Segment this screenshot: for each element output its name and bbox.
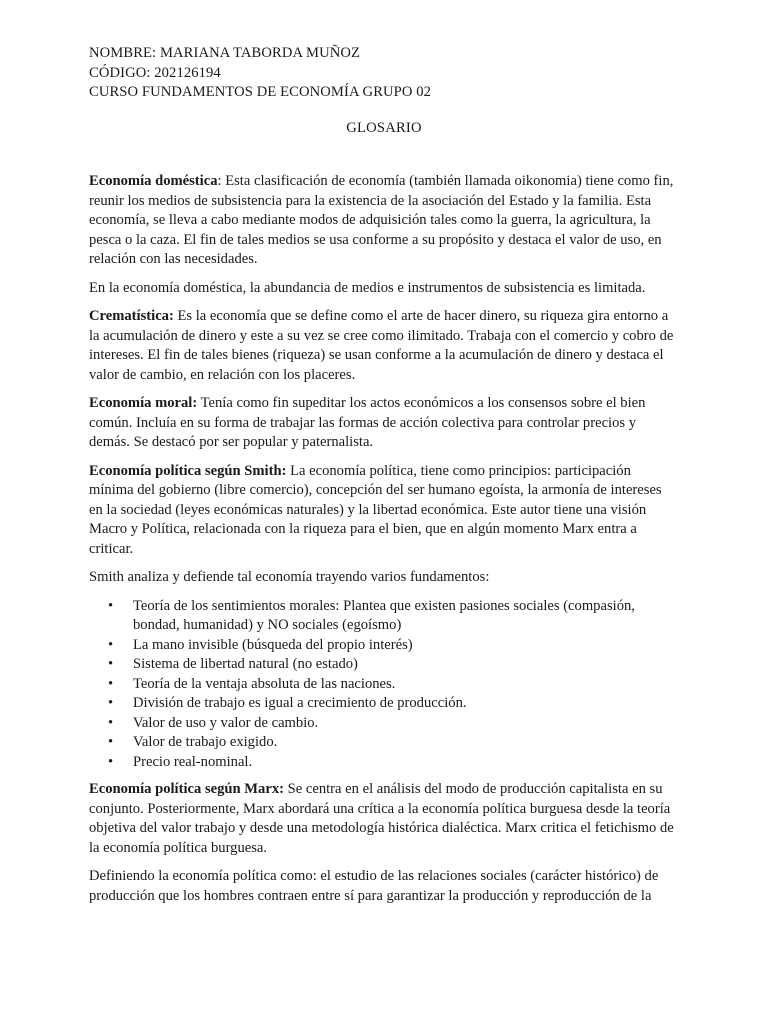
document-title: GLOSARIO xyxy=(346,119,422,136)
document-page xyxy=(89,44,679,915)
bullet-icon: • xyxy=(108,636,114,653)
term-smith: Economía política según Smith: xyxy=(89,462,287,479)
definition-crematistica: Es la economía que se define como el arte de hacer dinero, su riqueza gira entorno a la acumulación de dinero y este a su vez se cree como ilimitado. Trabaja con el comercio y cobro de intereses. El fin de tales bienes (riqueza) se usan conforme a la acumulación de dinero y destaca el valor de cambio, en relación con los placeres. xyxy=(89,308,674,383)
paragraph-marx xyxy=(89,780,679,858)
list-item-text: Teoría de los sentimientos morales: Plantea que existen pasiones sociales (compasión, bondad, humanidad) y NO sociales (egoísmo) xyxy=(133,597,635,633)
bullet-icon: • xyxy=(108,597,114,614)
term-economia-moral: Economía moral: xyxy=(89,395,198,411)
paragraph-smith-intro: Smith analiza y defiende tal economía trayendo varios fundamentos: xyxy=(89,569,490,585)
list-item xyxy=(89,753,679,773)
list-item-text: División de trabajo es igual a crecimiento de producción. xyxy=(133,695,467,711)
bullet-icon: • xyxy=(108,695,114,711)
bullet-icon: • xyxy=(108,753,114,770)
list-item xyxy=(89,714,679,734)
list-item xyxy=(89,597,679,636)
definition-smith: La economía política, tiene como principios: participación mínima del gobierno (libre comercio), concepción del ser humano egoísta, la armonía de intereses en la sociedad (leyes económicas naturales) y la libertad económica. Este autor tiene una visión Macro y Política, relacionada con la riqueza para el bien, que en algún momento Marx entra a criticar. xyxy=(89,462,662,557)
smith-fundamentals-list xyxy=(89,597,679,773)
list-item-text: Sistema de libertad natural (no estado) xyxy=(133,656,358,672)
list-item-text: Valor de uso y valor de cambio. xyxy=(133,714,319,731)
term-crematistica: Crematística: xyxy=(89,308,174,324)
list-item xyxy=(89,733,679,753)
bullet-icon: • xyxy=(108,656,114,672)
paragraph-economia-domestica xyxy=(89,172,679,270)
paragraph-marx-extra: Definiendo la economía política como: el estudio de las relaciones sociales (carácter histórico) de producción que los hombres contraen entre sí para garantizar la producción y reproducción de la xyxy=(89,868,659,904)
bullet-icon: • xyxy=(108,734,114,750)
list-item xyxy=(89,694,679,714)
list-item-text: Teoría de la ventaja absoluta de las naciones. xyxy=(133,675,396,692)
paragraph-crematistica xyxy=(89,307,679,385)
definition-economia-domestica: : Esta clasificación de economía (también llamada oikonomia) tiene como fin, reunir los medios de subsistencia para la existencia de la asociación del Estado y la familia. Esta economía, se lleva a cabo mediante modos de adquisición tales como la guerra, la agricultura, la pesca o la caza. El fin de tales medios se usa conforme a su propósito y destaca el valor de uso, en relación con las necesidades. xyxy=(89,173,674,267)
list-item-text: Valor de trabajo exigido. xyxy=(133,734,278,750)
definition-marx: Se centra en el análisis del modo de producción capitalista en su conjunto. Posteriormente, Marx abordará una crítica a la economía política burguesa desde la teoría objetiva del valor trabajo y desde una metodología histórica dialéctica. Marx critica el fetichismo de la economía política burguesa. xyxy=(89,781,674,856)
bullet-icon: • xyxy=(108,714,114,731)
student-name: NOMBRE: MARIANA TABORDA MUÑOZ xyxy=(89,45,361,61)
list-item xyxy=(89,636,679,656)
course-name: CURSO FUNDAMENTOS DE ECONOMÍA GRUPO 02 xyxy=(89,84,432,100)
list-item-text: Precio real-nominal. xyxy=(133,753,253,770)
paragraph-economia-moral xyxy=(89,394,679,453)
term-economia-domestica: Economía doméstica xyxy=(89,173,218,189)
list-item xyxy=(89,655,679,675)
list-item-text: La mano invisible (búsqueda del propio interés) xyxy=(133,636,413,653)
paragraph-smith xyxy=(89,462,679,560)
bullet-icon: • xyxy=(108,675,114,692)
paragraph-domestica-extra: En la economía doméstica, la abundancia de medios e instrumentos de subsistencia es limitada. xyxy=(89,279,646,296)
student-code: CÓDIGO: 202126194 xyxy=(89,64,221,81)
definition-economia-moral: Tenía como fin supeditar los actos económicos a los consensos sobre el bien común. Incluía en su forma de trabajar las formas de acción colectiva para controlar precios y demás. Se destacó por ser popular y paternalista. xyxy=(89,395,646,450)
list-item xyxy=(89,675,679,695)
term-marx: Economía política según Marx: xyxy=(89,781,284,797)
glossary-body xyxy=(89,172,679,906)
